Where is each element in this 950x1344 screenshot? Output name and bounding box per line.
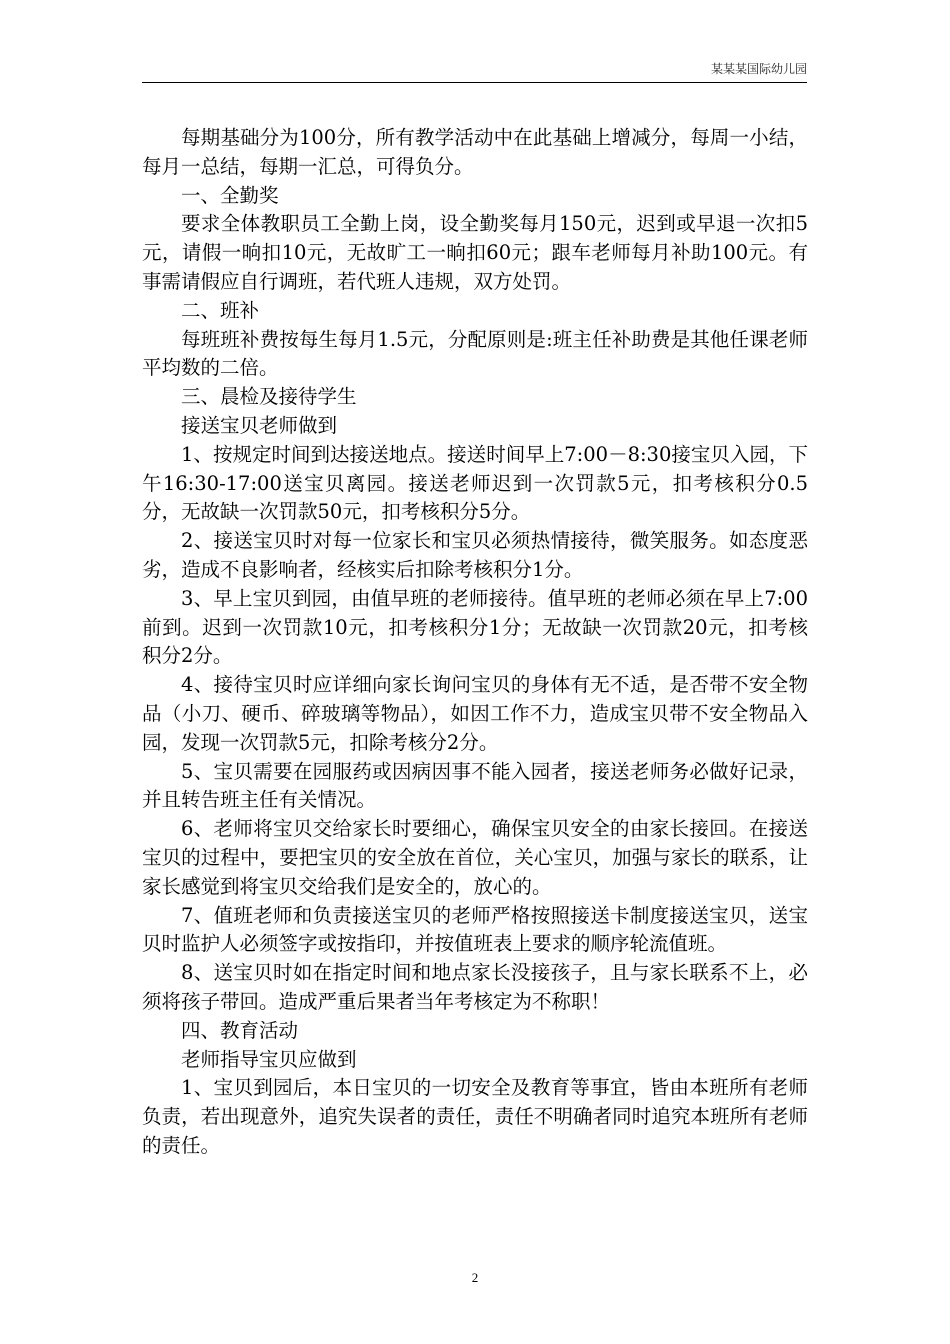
section-heading-attendance: 一、全勤奖 (181, 183, 279, 207)
list-item-pickup-6: 6、老师将宝贝交给家长时要细心，确保宝贝安全的由家长接回。在接送宝贝的过程中，要把宝贝的安全放在首位，关心宝贝，加强与家长的联系，让家长感觉到将宝贝交给我们是安全的，放心的。 (142, 817, 808, 898)
paragraph-class-subsidy: 每班班补费按每生每月1.5元，分配原则是:班主任补助费是其他任课老师平均数的二倍。 (142, 327, 808, 380)
document-body (142, 124, 808, 1161)
section-heading-education: 四、教育活动 (181, 1018, 299, 1042)
paragraph-attendance-rules: 要求全体教职员工全勤上岗，设全勤奖每月150元，迟到或早退一次扣5元，请假一晌扣10元，无故旷工一晌扣60元；跟车老师每月补助100元。有事需请假应自行调班，若代班人违规，双方处罚。 (142, 212, 808, 293)
paragraph-base-score: 每期基础分为100分，所有教学活动中在此基础上增减分，每周一小结，每月一总结，每期一汇总，可得负分。 (142, 126, 808, 178)
header-divider (142, 82, 807, 83)
subheading-pickup-teachers: 接送宝贝老师做到 (181, 413, 338, 437)
list-item-pickup-1: 1、按规定时间到达接送地点。接送时间早上7:00－8:30接宝贝入园，下午16:30-17:00送宝贝离园。接送老师迟到一次罚款5元，扣考核积分0.5分，无故缺一次罚款50元，扣考核积分5分。 (142, 442, 808, 524)
list-item-pickup-5: 5、宝贝需要在园服药或因病因事不能入园者，接送老师务必做好记录，并且转告班主任有关情况。 (142, 759, 808, 812)
section-heading-class-subsidy: 二、班补 (181, 298, 260, 322)
page-number: 2 (471, 1270, 479, 1285)
section-heading-morning-check: 三、晨检及接待学生 (181, 385, 357, 409)
list-item-pickup-8: 8、送宝贝时如在指定时间和地点家长没接孩子，且与家长联系不上，必须将孩子带回。造成严重后果者当年考核定为不称职！ (142, 961, 808, 1013)
list-item-pickup-4: 4、接待宝贝时应详细向家长询问宝贝的身体有无不适，是否带不安全物品（小刀、硬币、碎玻璃等物品），如因工作不力，造成宝贝带不安全物品入园，发现一次罚款5元，扣除考核分2分。 (142, 673, 808, 754)
header-org-name: 某某某国际幼儿园 (710, 62, 807, 76)
list-item-pickup-3: 3、早上宝贝到园，由值早班的老师接待。值早班的老师必须在早上7:00前到。迟到一次罚款10元，扣考核积分1分；无故缺一次罚款20元，扣考核积分2分。 (142, 586, 808, 668)
subheading-teacher-guidance: 老师指导宝贝应做到 (181, 1047, 357, 1071)
list-item-pickup-2: 2、接送宝贝时对每一位家长和宝贝必须热情接待，微笑服务。如态度恶劣，造成不良影响者，经核实后扣除考核积分1分。 (142, 529, 808, 581)
list-item-education-1: 1、宝贝到园后，本日宝贝的一切安全及教育等事宜，皆由本班所有老师负责，若出现意外，追究失误者的责任，责任不明确者同时追究本班所有老师的责任。 (142, 1076, 808, 1157)
list-item-pickup-7: 7、值班老师和负责接送宝贝的老师严格按照接送卡制度接送宝贝，送宝贝时监护人必须签字或按指印，并按值班表上要求的顺序轮流值班。 (142, 903, 808, 956)
